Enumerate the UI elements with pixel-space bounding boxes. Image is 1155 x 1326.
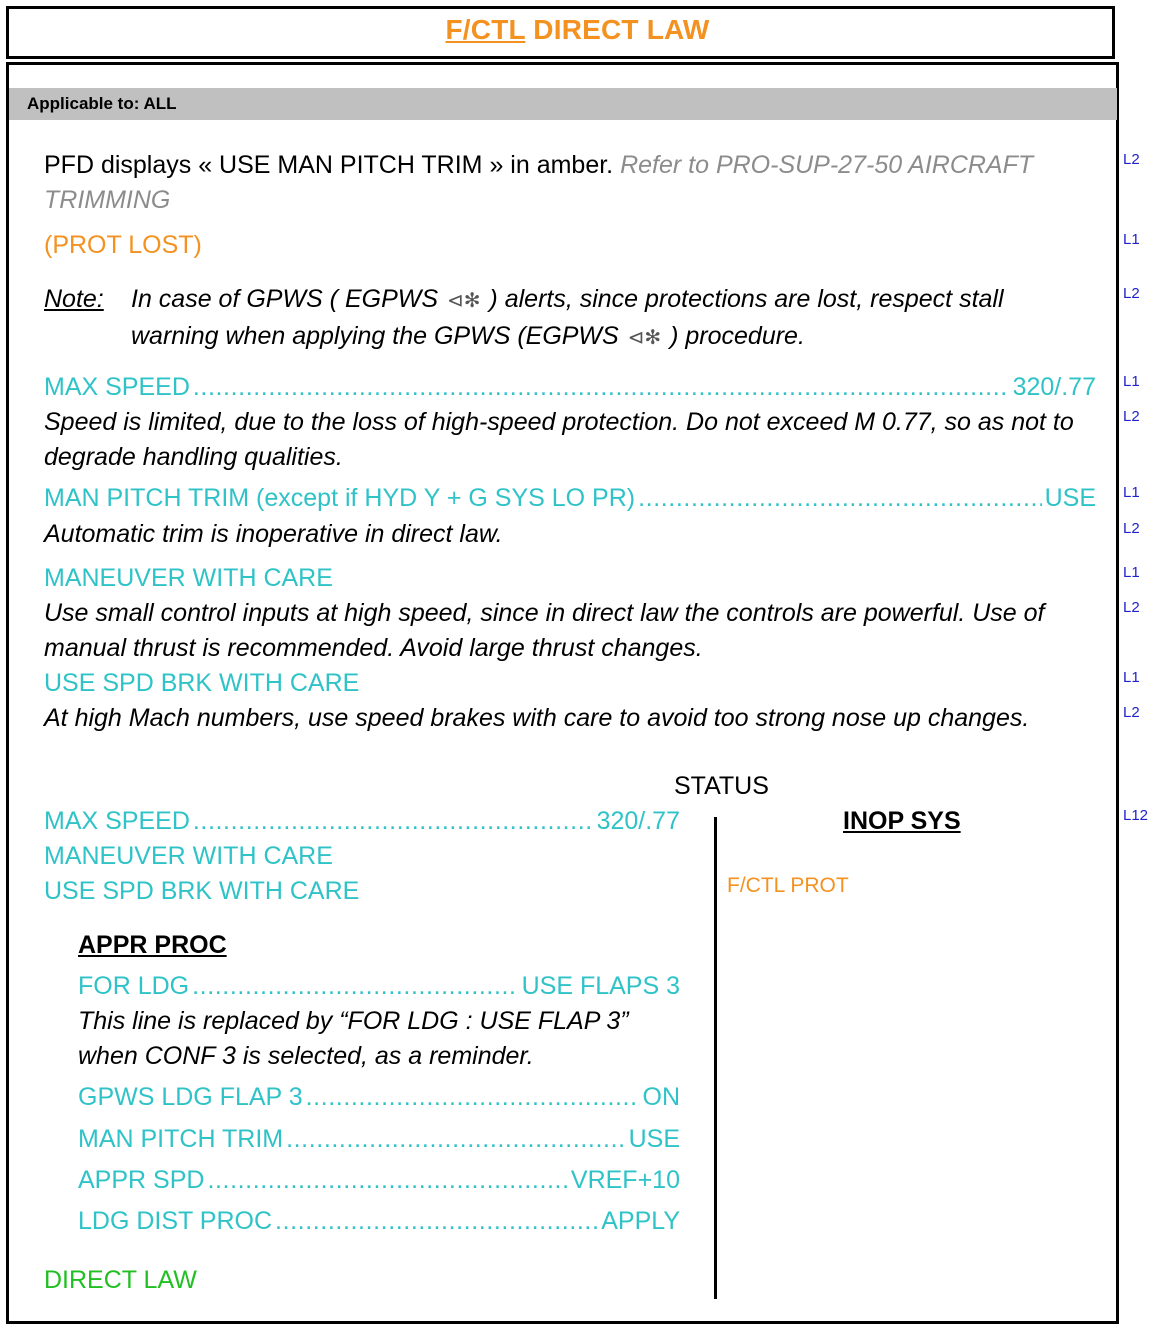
- snowflake-icon: ⊲✻: [627, 327, 662, 349]
- note-label: Note:: [44, 285, 104, 313]
- status-label: GPWS LDG FLAP 3: [78, 1083, 303, 1111]
- level-marker: L1: [1123, 373, 1140, 390]
- inop-sys-heading: INOP SYS: [843, 807, 961, 835]
- item-desc: Automatic trim is inoperative in direct law.: [44, 520, 503, 548]
- item-label: MAX SPEED: [44, 373, 190, 401]
- status-heading: STATUS: [674, 772, 769, 800]
- status-label: MAN PITCH TRIM: [78, 1125, 284, 1153]
- level-marker: L1: [1123, 669, 1140, 686]
- prot-lost: (PROT LOST): [44, 231, 202, 259]
- status-value: USE: [628, 1125, 680, 1153]
- status-value: 320/.77: [596, 807, 680, 835]
- appr-man-pitch: [78, 1122, 680, 1157]
- applicability-bar: [9, 88, 1117, 120]
- appr-for-ldg: [78, 969, 680, 1004]
- level-marker: L12: [1123, 807, 1149, 824]
- status-label: APPR SPD: [78, 1166, 205, 1194]
- status-max-speed: [44, 804, 680, 839]
- appr-ldg-dist: [78, 1204, 680, 1239]
- applicability-text: Applicable to: ALL: [27, 94, 177, 113]
- status-maneuver: MANEUVER WITH CARE: [44, 842, 333, 870]
- status-value: APPLY: [601, 1207, 680, 1235]
- snowflake-icon: ⊲✻: [446, 290, 481, 312]
- item-man-pitch-trim: [44, 481, 1096, 516]
- item-value: USE: [1044, 484, 1096, 512]
- status-divider: [714, 817, 717, 1299]
- level-marker: L1: [1123, 484, 1140, 501]
- item-desc: Use small control inputs at high speed, since in direct law the controls are powerful. Use of manual thrust is recommended. Avoid large thrust changes.: [44, 599, 1045, 662]
- appr-proc-heading: APPR PROC: [78, 931, 227, 959]
- appr-for-ldg-note: This line is replaced by “FOR LDG : USE FLAP 3” when CONF 3 is selected, as a reminder.: [78, 1007, 629, 1070]
- pfd-text: PFD displays « USE MAN PITCH TRIM » in amber.: [44, 151, 621, 179]
- item-maneuver: MANEUVER WITH CARE: [44, 564, 333, 592]
- note-text-3: ) procedure.: [663, 322, 805, 350]
- status-value: ON: [642, 1083, 680, 1111]
- page-title: [0, 14, 1155, 46]
- pfd-line: [44, 148, 1044, 218]
- appr-spd: [78, 1163, 680, 1198]
- direct-law-label: DIRECT LAW: [44, 1266, 197, 1294]
- item-max-speed: [44, 370, 1096, 405]
- status-label: MAX SPEED: [44, 807, 190, 835]
- level-marker: L2: [1123, 285, 1140, 302]
- note-text-2: ) alerts, since protections are lost, respect stall warning when applying the GPWS (EGPWS: [131, 285, 1004, 350]
- status-value: USE FLAPS 3: [521, 972, 680, 1000]
- item-label: MAN PITCH TRIM (except if HYD Y + G SYS LO PR): [44, 484, 636, 512]
- item-desc: At high Mach numbers, use speed brakes with care to avoid too strong nose up changes.: [44, 704, 1030, 732]
- title-rest: DIRECT LAW: [525, 14, 710, 45]
- item-value: 320/.77: [1012, 373, 1096, 401]
- note-text-1: In case of GPWS ( EGPWS: [131, 285, 445, 313]
- pfd-reference-link[interactable]: Refer to PRO-SUP-27-50 AIRCRAFT TRIMMING: [44, 151, 1034, 214]
- appr-gpws: [78, 1080, 680, 1115]
- status-spd-brk: USE SPD BRK WITH CARE: [44, 877, 360, 905]
- level-marker: L1: [1123, 231, 1140, 248]
- level-marker: L2: [1123, 599, 1140, 616]
- level-marker: L2: [1123, 520, 1140, 537]
- inop-item: F/CTL PROT: [727, 874, 849, 897]
- note-text: [131, 282, 1066, 356]
- item-spd-brk: USE SPD BRK WITH CARE: [44, 669, 360, 697]
- status-label: LDG DIST PROC: [78, 1207, 273, 1235]
- status-value: VREF+10: [570, 1166, 680, 1194]
- level-marker: L2: [1123, 408, 1140, 425]
- title-prefix: F/CTL: [445, 14, 526, 45]
- item-desc: Speed is limited, due to the loss of high-speed protection. Do not exceed M 0.77, so as not to degrade handling qualities.: [44, 408, 1074, 471]
- level-marker: L2: [1123, 704, 1140, 721]
- status-label: FOR LDG: [78, 972, 190, 1000]
- level-marker: L2: [1123, 151, 1140, 168]
- level-marker: L1: [1123, 564, 1140, 581]
